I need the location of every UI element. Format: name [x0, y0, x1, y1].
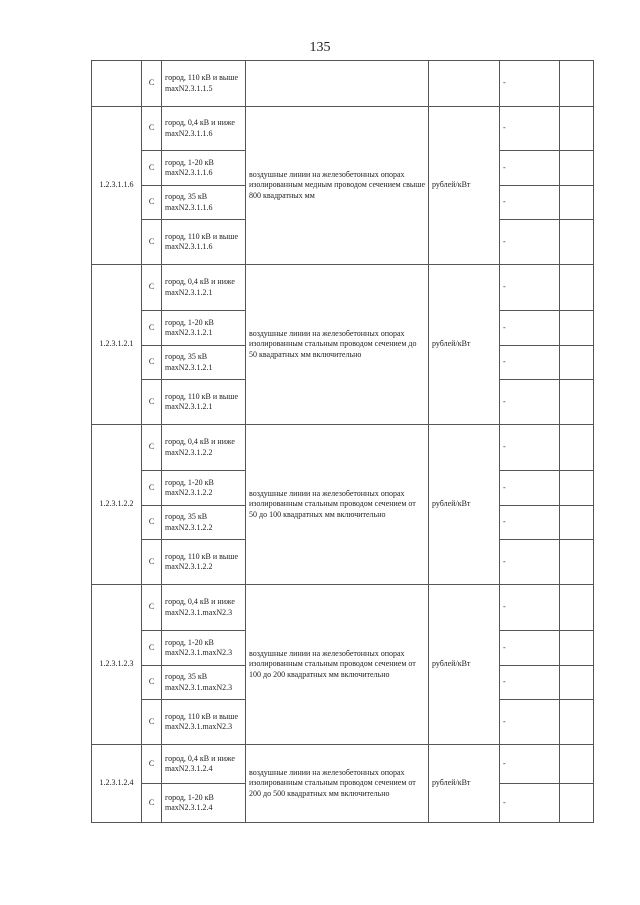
value-cell: - [500, 784, 560, 823]
table-row [92, 425, 594, 471]
category-letter-cell: С [142, 585, 162, 631]
value-cell: - [500, 745, 560, 784]
category-letter-cell: С [142, 311, 162, 346]
voltage-level-cell: город, 110 кВ и выше maxN2.3.1.1.5 [162, 61, 246, 107]
value-cell: - [500, 666, 560, 700]
unit-cell [429, 61, 500, 107]
empty-cell [560, 471, 594, 506]
category-letter-cell: С [142, 784, 162, 823]
item-code-cell: 1.2.3.1.1.6 [92, 107, 142, 265]
category-letter-cell: С [142, 631, 162, 666]
category-letter-cell: С [142, 107, 162, 151]
value-cell: - [500, 700, 560, 745]
empty-cell [560, 700, 594, 745]
item-code-cell: 1.2.3.1.2.2 [92, 425, 142, 585]
category-letter-cell: С [142, 346, 162, 380]
empty-cell [560, 540, 594, 585]
voltage-level-cell: город, 110 кВ и выше maxN2.3.1.1.6 [162, 220, 246, 265]
empty-cell [560, 311, 594, 346]
unit-cell: рублей/кВт [429, 745, 500, 823]
voltage-level-cell: город, 35 кВ maxN2.3.1.maxN2.3 [162, 666, 246, 700]
item-code-cell: 1.2.3.1.2.4 [92, 745, 142, 823]
description-cell: воздушные линии на железобетонных опорах изолированным медным проводом сечением свыше 800 квадратных мм [246, 107, 429, 265]
unit-cell: рублей/кВт [429, 585, 500, 745]
voltage-level-cell: город, 1-20 кВ maxN2.3.1.maxN2.3 [162, 631, 246, 666]
description-cell: воздушные линии на железобетонных опорах изолированным стальным проводом сечением от 200 до 500 квадратных мм включительно [246, 745, 429, 823]
value-cell: - [500, 585, 560, 631]
empty-cell [560, 186, 594, 220]
value-cell: - [500, 265, 560, 311]
voltage-level-cell: город, 1-20 кВ maxN2.3.1.1.6 [162, 151, 246, 186]
value-cell: - [500, 151, 560, 186]
item-code-cell [92, 61, 142, 107]
voltage-level-cell: город, 110 кВ и выше maxN2.3.1.2.2 [162, 540, 246, 585]
empty-cell [560, 784, 594, 823]
table-row [92, 265, 594, 311]
category-letter-cell: С [142, 220, 162, 265]
empty-cell [560, 107, 594, 151]
voltage-level-cell: город, 1-20 кВ maxN2.3.1.2.2 [162, 471, 246, 506]
category-letter-cell: С [142, 471, 162, 506]
category-letter-cell: С [142, 265, 162, 311]
value-cell: - [500, 506, 560, 540]
empty-cell [560, 380, 594, 425]
value-cell: - [500, 631, 560, 666]
description-cell: воздушные линии на железобетонных опорах изолированным стальным проводом сечением до 50 квадратных мм включительно [246, 265, 429, 425]
tariff-table [91, 60, 594, 823]
unit-cell: рублей/кВт [429, 107, 500, 265]
empty-cell [560, 346, 594, 380]
empty-cell [560, 745, 594, 784]
empty-cell [560, 425, 594, 471]
voltage-level-cell: город, 0,4 кВ и ниже maxN2.3.1.2.4 [162, 745, 246, 784]
item-code-cell: 1.2.3.1.2.1 [92, 265, 142, 425]
voltage-level-cell: город, 110 кВ и выше maxN2.3.1.maxN2.3 [162, 700, 246, 745]
category-letter-cell: С [142, 700, 162, 745]
empty-cell [560, 151, 594, 186]
voltage-level-cell: город, 35 кВ maxN2.3.1.2.1 [162, 346, 246, 380]
item-code-cell: 1.2.3.1.2.3 [92, 585, 142, 745]
value-cell: - [500, 471, 560, 506]
value-cell: - [500, 186, 560, 220]
category-letter-cell: С [142, 745, 162, 784]
category-letter-cell: С [142, 540, 162, 585]
table-row [92, 61, 594, 107]
empty-cell [560, 631, 594, 666]
category-letter-cell: С [142, 666, 162, 700]
table-row [92, 745, 594, 784]
description-cell: воздушные линии на железобетонных опорах изолированным стальным проводом сечением от 100 до 200 квадратных мм включительно [246, 585, 429, 745]
value-cell: - [500, 61, 560, 107]
category-letter-cell: С [142, 186, 162, 220]
voltage-level-cell: город, 0,4 кВ и ниже maxN2.3.1.maxN2.3 [162, 585, 246, 631]
empty-cell [560, 666, 594, 700]
page-number: 135 [309, 40, 331, 55]
voltage-level-cell: город, 0,4 кВ и ниже maxN2.3.1.2.2 [162, 425, 246, 471]
value-cell: - [500, 311, 560, 346]
category-letter-cell: С [142, 61, 162, 107]
voltage-level-cell: город, 1-20 кВ maxN2.3.1.2.4 [162, 784, 246, 823]
voltage-level-cell: город, 35 кВ maxN2.3.1.1.6 [162, 186, 246, 220]
voltage-level-cell: город, 110 кВ и выше maxN2.3.1.2.1 [162, 380, 246, 425]
empty-cell [560, 265, 594, 311]
value-cell: - [500, 425, 560, 471]
empty-cell [560, 506, 594, 540]
category-letter-cell: С [142, 425, 162, 471]
category-letter-cell: С [142, 151, 162, 186]
empty-cell [560, 220, 594, 265]
unit-cell: рублей/кВт [429, 265, 500, 425]
voltage-level-cell: город, 1-20 кВ maxN2.3.1.2.1 [162, 311, 246, 346]
empty-cell [560, 61, 594, 107]
category-letter-cell: С [142, 506, 162, 540]
category-letter-cell: С [142, 380, 162, 425]
voltage-level-cell: город, 0,4 кВ и ниже maxN2.3.1.2.1 [162, 265, 246, 311]
value-cell: - [500, 220, 560, 265]
table-row [92, 585, 594, 631]
table-row [92, 107, 594, 151]
value-cell: - [500, 380, 560, 425]
value-cell: - [500, 107, 560, 151]
description-cell: воздушные линии на железобетонных опорах изолированным стальным проводом сечением от 50 до 100 квадратных мм включительно [246, 425, 429, 585]
voltage-level-cell: город, 0,4 кВ и ниже maxN2.3.1.1.6 [162, 107, 246, 151]
value-cell: - [500, 540, 560, 585]
voltage-level-cell: город, 35 кВ maxN2.3.1.2.2 [162, 506, 246, 540]
unit-cell: рублей/кВт [429, 425, 500, 585]
empty-cell [560, 585, 594, 631]
description-cell [246, 61, 429, 107]
tariff-body [92, 61, 594, 823]
value-cell: - [500, 346, 560, 380]
